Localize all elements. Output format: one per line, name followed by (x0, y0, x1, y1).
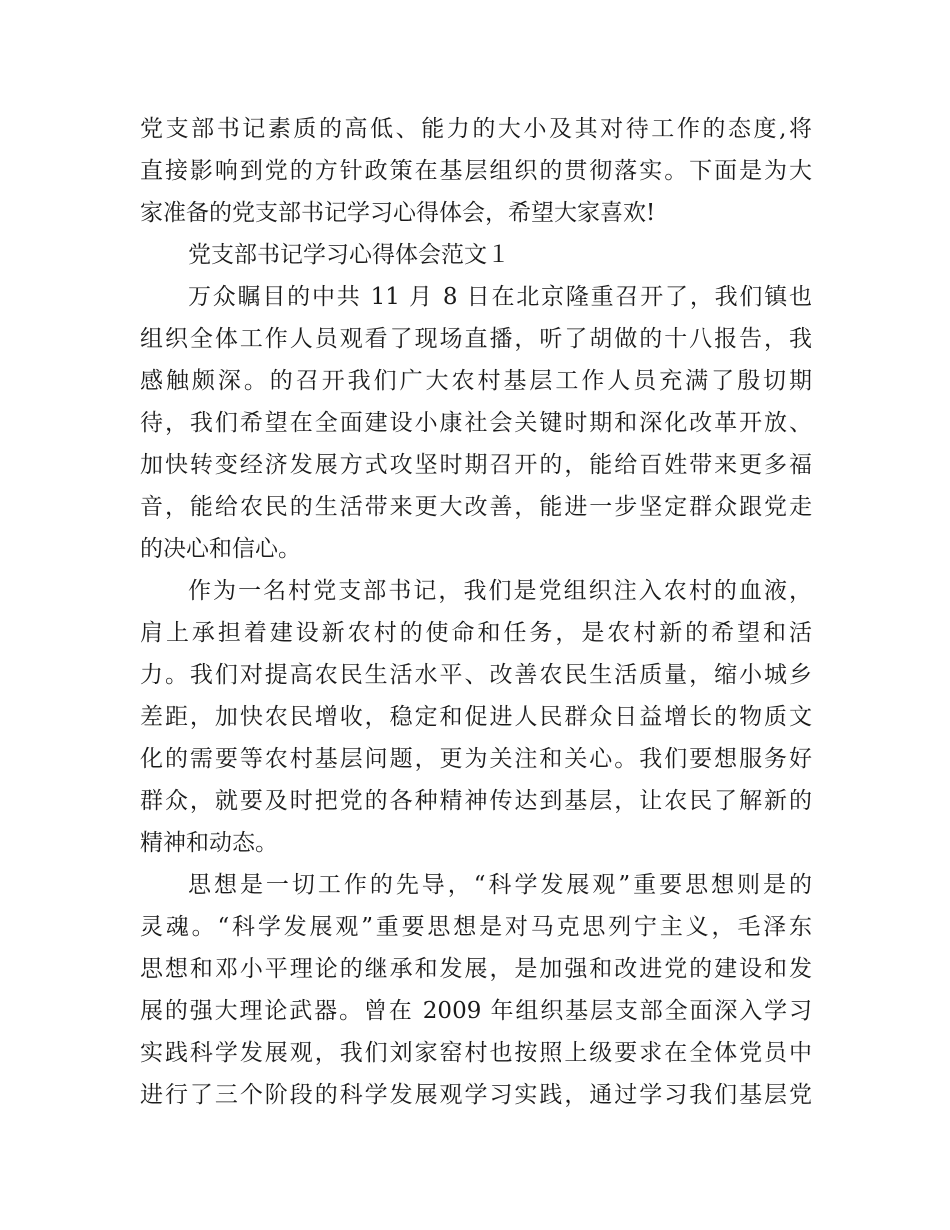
paragraph-line: 家准备的党支部书记学习心得体会，希望大家喜欢! (140, 200, 656, 226)
paragraph-line: 差距，加快农民增收，稳定和促进人民群众日益增长的物质文 (140, 704, 812, 730)
paragraph-line: 实践科学发展观，我们刘家窑村也按照上级要求在全体党员中 (140, 1040, 812, 1066)
paragraph-line: 的决心和信心。 (140, 536, 301, 562)
paragraph-line: 万众瞩目的中共 11 月 8 日在北京隆重召开了，我们镇也 (188, 284, 812, 310)
paragraph-line: 思想是一切工作的先导，“科学发展观”重要思想则是的 (188, 872, 812, 898)
paragraph-line: 展的强大理论武器。曾在 2009 年组织基层支部全面深入学习 (140, 998, 812, 1024)
paragraph-line: 作为一名村党支部书记，我们是党组织注入农村的血液， (188, 578, 812, 604)
paragraph-line: 力。我们对提高农民生活水平、改善农民生活质量，缩小城乡 (140, 662, 812, 688)
paragraph-line: 直接影响到党的方针政策在基层组织的贯彻落实。下面是为大 (140, 158, 812, 184)
paragraph-line: 感触颇深。的召开我们广大农村基层工作人员充满了殷切期 (140, 368, 812, 394)
paragraph-line: 待，我们希望在全面建设小康社会关键时期和深化改革开放、 (140, 410, 812, 436)
paragraph-line: 党支部书记素质的高低、能力的大小及其对待工作的态度,将 (140, 116, 812, 142)
document-body (140, 108, 812, 1116)
paragraph-line: 灵魂。“科学发展观”重要思想是对马克思列宁主义，毛泽东 (140, 914, 812, 940)
section-heading: 党支部书记学习心得体会范文１ (188, 242, 510, 268)
paragraph-line: 思想和邓小平理论的继承和发展，是加强和改进党的建设和发 (140, 956, 812, 982)
paragraph-line: 群众，就要及时把党的各种精神传达到基层，让农民了解新的 (140, 788, 812, 814)
paragraph-line: 组织全体工作人员观看了现场直播，听了胡做的十八报告，我 (140, 326, 812, 352)
paragraph-line: 化的需要等农村基层问题，更为关注和关心。我们要想服务好 (140, 746, 812, 772)
paragraph-line: 精神和动态。 (140, 830, 278, 856)
paragraph-line: 音，能给农民的生活带来更大改善，能进一步坚定群众跟党走 (140, 494, 812, 520)
paragraph-line: 加快转变经济发展方式攻坚时期召开的，能给百姓带来更多福 (140, 452, 812, 478)
paragraph-line: 肩上承担着建设新农村的使命和任务，是农村新的希望和活 (140, 620, 812, 646)
paragraph-line: 进行了三个阶段的科学发展观学习实践，通过学习我们基层党 (140, 1082, 812, 1108)
